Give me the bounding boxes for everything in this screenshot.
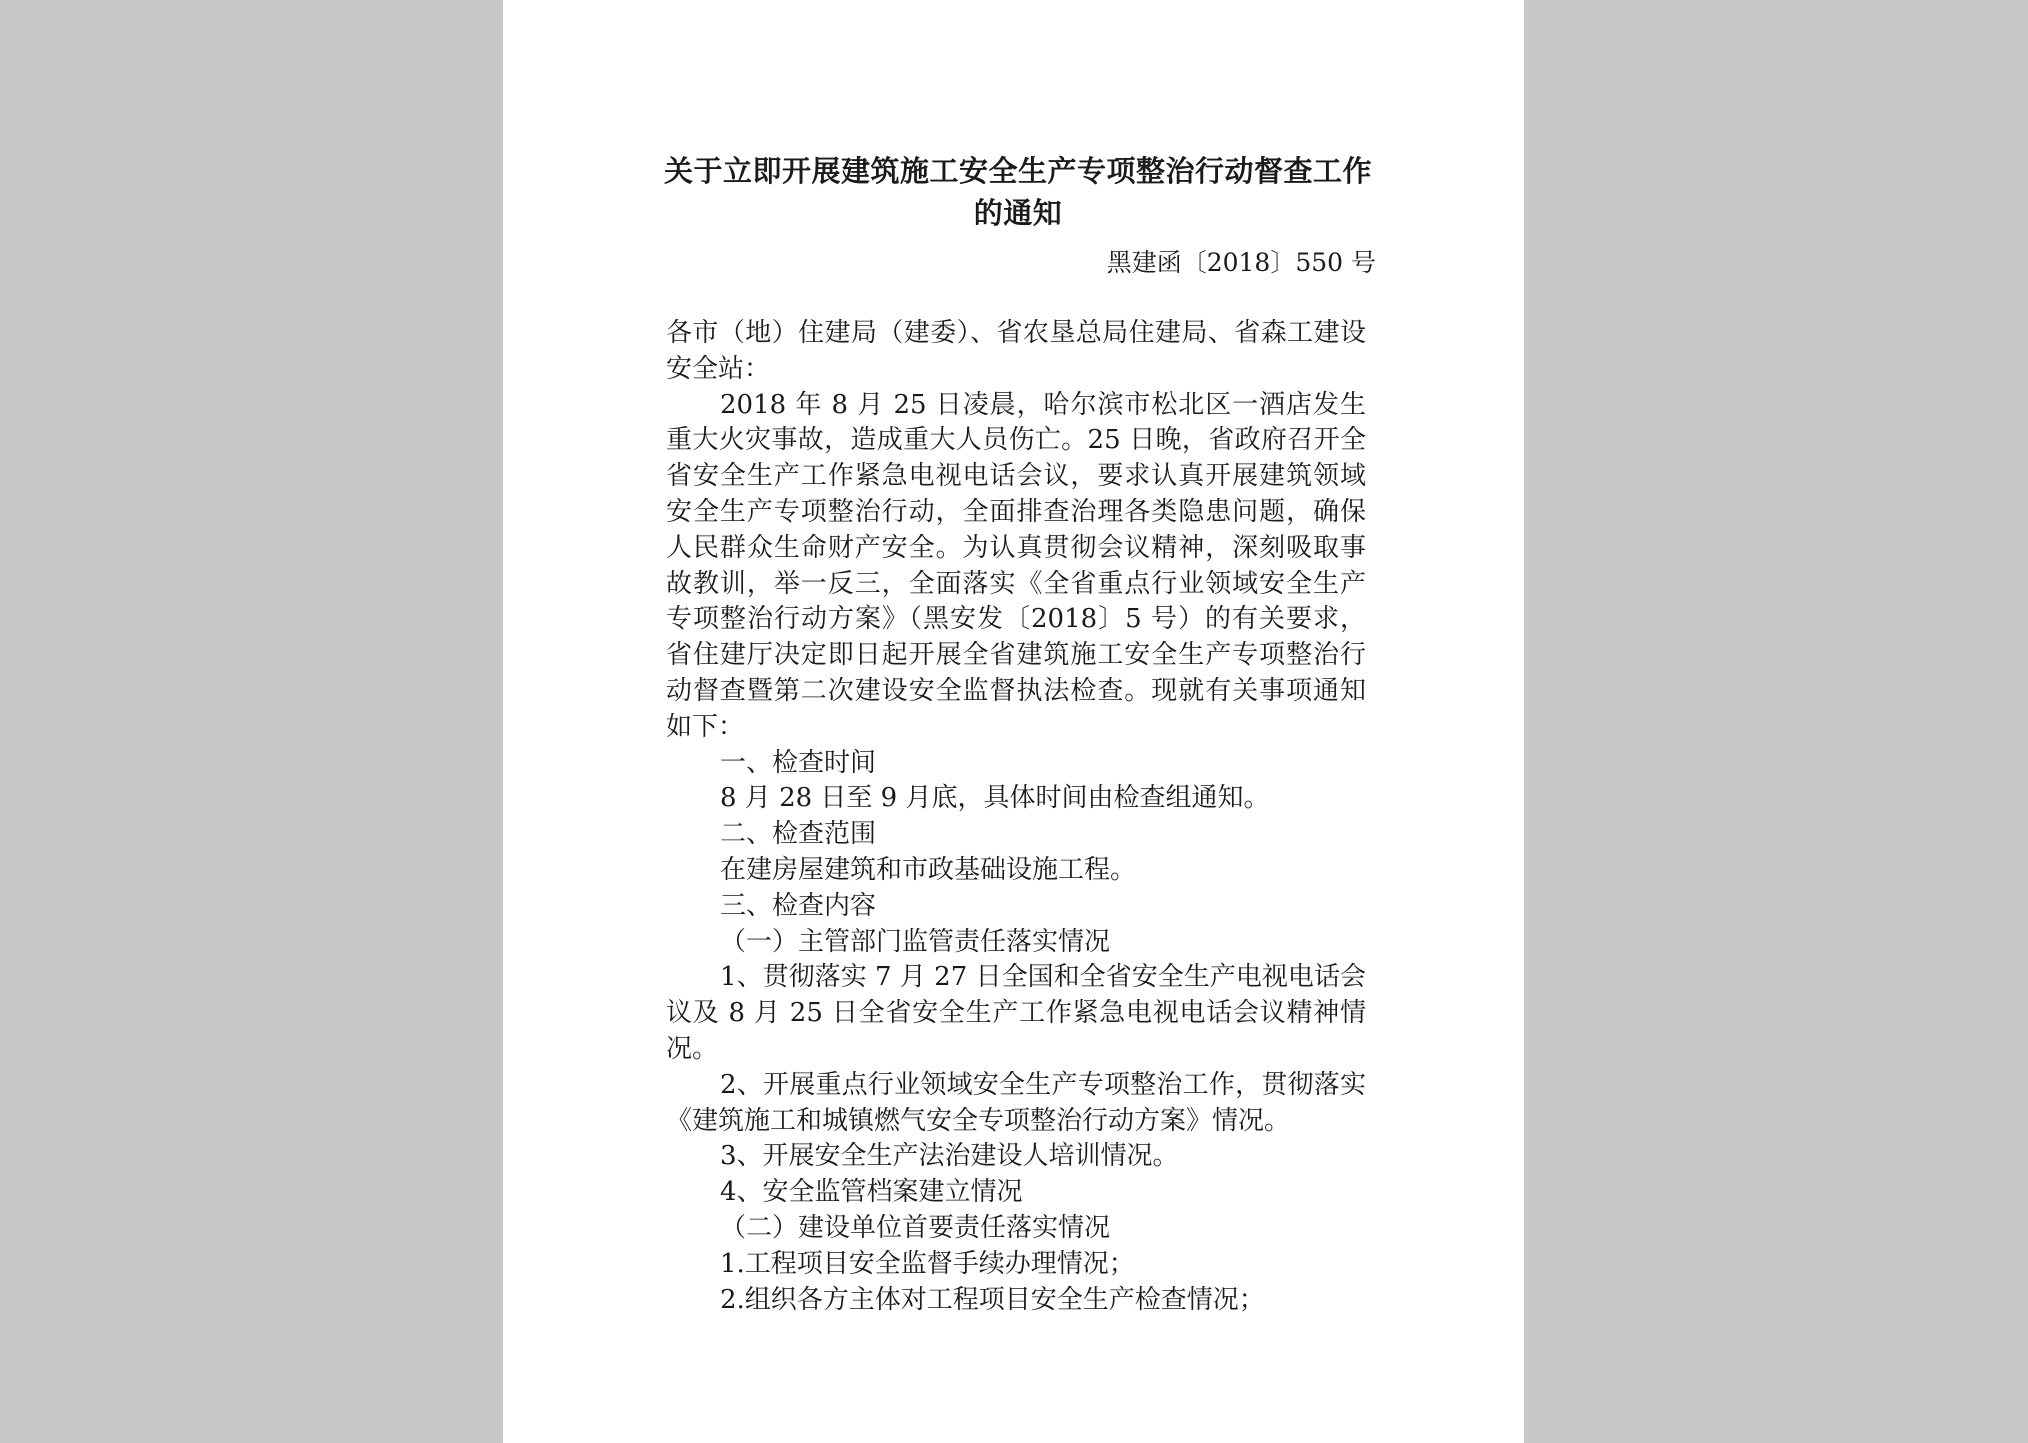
section-text-time: 8 月 28 日至 9 月底，具体时间由检查组通知。 xyxy=(720,783,1270,814)
document-page xyxy=(503,0,1524,1443)
intro-paragraph: 2018 年 8 月 25 日凌晨，哈尔滨市松北区一酒店发生重大火灾事故，造成重大人员伤亡。25 日晚，省政府召开全省安全生产工作紧急电视电话会议，要求认真开展建筑领域安全生产专项整治行动，全面排查治理各类隐患问题，确保人民群众生命财产安全。为认真贯彻会议精神，深刻吸取事故教训，举一反三，全面落实《全省重点行业领域安全生产专项整治行动方案》（黑安发〔2018〕5 号）的有关要求，省住建厅决定即日起开展全省建筑施工安全生产专项整治行动督查暨第二次建设安全监督执法检查。现就有关事项通知如下： xyxy=(666,389,1366,742)
addressee: 各市（地）住建局（建委）、省农垦总局住建局、省森工建设安全站： xyxy=(666,318,1366,384)
subsection-heading-owner: （二）建设单位首要责任落实情况 xyxy=(720,1212,1111,1243)
section-heading-scope: 二、检查范围 xyxy=(720,819,877,850)
section-heading-content: 三、检查内容 xyxy=(720,890,877,921)
section-text-scope: 在建房屋建筑和市政基础设施工程。 xyxy=(720,854,1137,885)
subsection-heading-supervision: （一）主管部门监管责任落实情况 xyxy=(720,926,1111,957)
document-title: 关于立即开展建筑施工安全生产专项整治行动督查工作的通知 xyxy=(663,154,1372,230)
document-number: 黑建函〔2018〕550 号 xyxy=(1106,248,1376,277)
list-item: 4、安全监管档案建立情况 xyxy=(720,1177,1023,1208)
list-item: 2.组织各方主体对工程项目安全生产检查情况； xyxy=(720,1284,1265,1315)
section-heading-time: 一、检查时间 xyxy=(720,747,877,778)
list-item: 2、开展重点行业领域安全生产专项整治工作，贯彻落实《建筑施工和城镇燃气安全专项整治行动方案》情况。 xyxy=(666,1069,1366,1136)
list-item: 1.工程项目安全监督手续办理情况； xyxy=(720,1248,1135,1279)
document-content xyxy=(663,150,1376,1318)
list-item: 3、开展安全生产法治建设人培训情况。 xyxy=(720,1141,1179,1172)
list-item: 1、贯彻落实 7 月 27 日全国和全省安全生产电视电话会议及 8 月 25 日全省安全生产工作紧急电视电话会议精神情况。 xyxy=(666,962,1366,1064)
